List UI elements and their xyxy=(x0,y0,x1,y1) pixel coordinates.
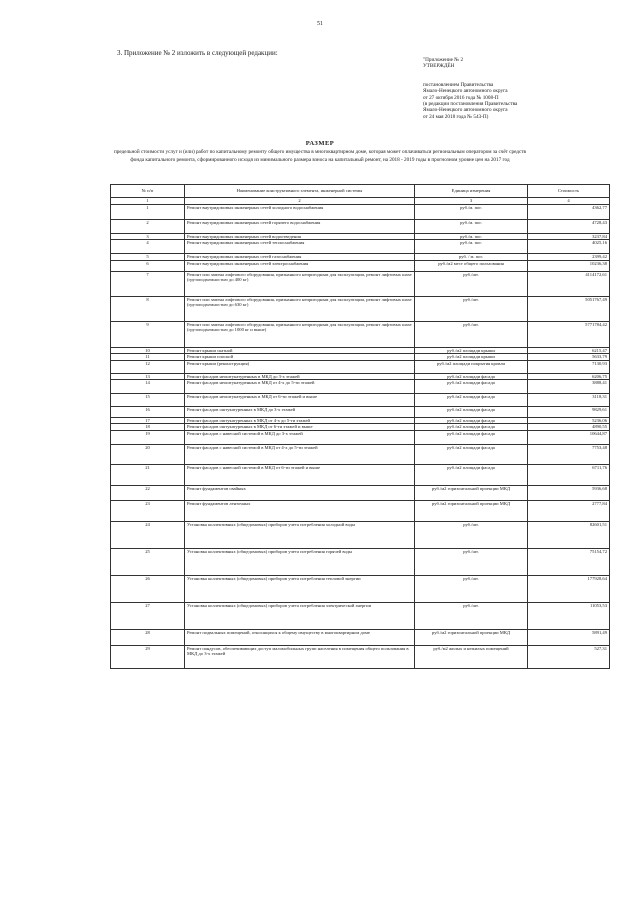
row-name: Ремонт крыши плоской xyxy=(185,354,415,360)
row-number: 24 xyxy=(111,521,185,548)
row-unit: руб./шт. xyxy=(415,521,528,548)
row-unit: руб./м2 площади фасада xyxy=(415,464,528,485)
row-name: Ремонт или замена лифтового оборудования, признанного непригодным для эксплуатации, ремонт лифтовых шахт (грузоподъемностью до 400 кг) xyxy=(185,271,415,296)
row-number: 4 xyxy=(111,240,185,254)
row-cost: 10644,87 xyxy=(528,430,610,444)
table-row xyxy=(111,394,610,407)
row-unit: руб./м2 мест общего пользования xyxy=(415,260,528,271)
row-name: Ремонт внутридомовых инженерных сетей горячего водоснабжения xyxy=(185,220,415,234)
row-cost: 5891,49 xyxy=(528,629,610,645)
approval-line: от 27 октября 2016 года № 1008-П xyxy=(423,94,499,101)
index-cell: 3 xyxy=(415,198,528,205)
row-number: 22 xyxy=(111,485,185,500)
row-name: Ремонт фундаментов свайных xyxy=(185,485,415,500)
row-unit: руб./м2 горизонтальной проекции МКД xyxy=(415,500,528,521)
row-number: 23 xyxy=(111,500,185,521)
table-row xyxy=(111,240,610,254)
row-cost: 6215,47 xyxy=(528,347,610,353)
row-cost: 10236,38 xyxy=(528,260,610,271)
row-cost: 7753,48 xyxy=(528,444,610,464)
table-row xyxy=(111,464,610,485)
document-subtitle: предельной стоимости услуг и (или) работ по капитальному ремонту общего имущества в многоквартирном доме, которая может оплачиваться региональным оператором за счёт средств фонда капитального ремонта, сформированного исходя из минимального размера взноса на капитальный ремонт, на 2018 - 2019 годы в прогнозном уровне цен на 2017 год xyxy=(114,149,526,163)
row-unit: руб./м2 площади крыши xyxy=(415,347,528,353)
row-unit: руб./м2 площади крыши xyxy=(415,354,528,360)
row-unit: руб./м2 площади фасада xyxy=(415,424,528,430)
blank-area xyxy=(0,770,640,905)
row-number: 7 xyxy=(111,271,185,296)
row-unit: руб./м2 жилых и нежилых помещений xyxy=(415,645,528,668)
table-row xyxy=(111,602,610,629)
row-name: Ремонт внутридомовых инженерных сетей холодного водоснабжения xyxy=(185,205,415,220)
row-unit: руб./м. пог. xyxy=(415,240,528,254)
row-number: 10 xyxy=(111,347,185,353)
row-unit: руб./шт. xyxy=(415,602,528,629)
approval-line: от 24 мая 2018 года № 543-П) xyxy=(423,113,489,120)
row-number: 11 xyxy=(111,354,185,360)
row-unit: руб. / м. пог. xyxy=(415,254,528,260)
row-name: Ремонт или замена лифтового оборудования, признанного непригодным для эксплуатации, ремонт лифтовых шахт (грузоподъемностью до 1000 кг и выше) xyxy=(185,321,415,347)
row-name: Ремонт или замена лифтового оборудования, признанного непригодным для эксплуатации, ремонт лифтовых шахт (грузоподъемностью до 630 кг) xyxy=(185,296,415,321)
row-cost: 6711,76 xyxy=(528,464,610,485)
header-unit: Единица измерения xyxy=(415,185,528,198)
row-cost: 4362,77 xyxy=(528,205,610,220)
row-unit: руб./шт. xyxy=(415,296,528,321)
row-cost: 177928,64 xyxy=(528,575,610,602)
table-row xyxy=(111,220,610,234)
row-cost: 11053,53 xyxy=(528,602,610,629)
row-name: Установка коллективных (общедомовых) приборов учета потребления холодной воды xyxy=(185,521,415,548)
row-cost: 5936,68 xyxy=(528,485,610,500)
row-number: 14 xyxy=(111,380,185,394)
row-cost: 5633,79 xyxy=(528,354,610,360)
index-cell: 2 xyxy=(185,198,415,205)
table-row xyxy=(111,444,610,464)
approval-line: (в редакции постановления Правительства xyxy=(423,101,518,108)
row-unit: руб./м. пог. xyxy=(415,220,528,234)
table-row xyxy=(111,205,610,220)
row-name: Ремонт крыши (реконструкция) xyxy=(185,360,415,373)
row-cost: 2399,42 xyxy=(528,254,610,260)
row-number: 21 xyxy=(111,464,185,485)
row-name: Ремонт фасадов с навесной системой в МКД от 4-х до 5-ти этажей xyxy=(185,444,415,464)
approval-block xyxy=(423,57,603,120)
row-unit: руб./шт. xyxy=(415,548,528,575)
table-row xyxy=(111,629,610,645)
row-name: Ремонт фасадов неоштукатуренных в МКД до 3-х этажей xyxy=(185,373,415,379)
row-name: Ремонт фасадов оштукатуренных в МКД от 4-х до 5-ти этажей xyxy=(185,418,415,424)
row-cost: 4728,43 xyxy=(528,220,610,234)
row-unit: руб./м2 горизонтальной проекции МКД xyxy=(415,629,528,645)
row-name: Установка коллективных (общедомовых) приборов учета потребления тепловой энергии xyxy=(185,575,415,602)
approval-line: Ямало-Ненецкого автономного округа xyxy=(423,88,508,95)
row-name: Ремонт внутридомовых инженерных сетей водоотведения xyxy=(185,234,415,240)
row-unit: руб./шт. xyxy=(415,271,528,296)
row-number: 5 xyxy=(111,254,185,260)
approval-line: "Приложение № 2 xyxy=(423,57,464,63)
index-cell: 1 xyxy=(111,198,185,205)
table-row xyxy=(111,407,610,418)
row-cost: 3118,31 xyxy=(528,394,610,407)
table-index-row xyxy=(111,198,610,205)
row-name: Ремонт фундаментов ленточных xyxy=(185,500,415,521)
row-number: 16 xyxy=(111,407,185,418)
row-name: Ремонт внутридомовых инженерных сетей электроснабжения xyxy=(185,260,415,271)
table-row xyxy=(111,548,610,575)
page-number: 51 xyxy=(317,21,323,27)
row-cost: 9829,61 xyxy=(528,407,610,418)
row-unit: руб./м2 площади покрытия кровли xyxy=(415,360,528,373)
row-cost: 82601,51 xyxy=(528,521,610,548)
row-name: Ремонт крыши скатной xyxy=(185,347,415,353)
row-number: 28 xyxy=(111,629,185,645)
table-header-row xyxy=(111,185,610,198)
row-cost: 4114172,61 xyxy=(528,271,610,296)
table-row xyxy=(111,485,610,500)
row-cost: 527,31 xyxy=(528,645,610,668)
row-cost: 5236,06 xyxy=(528,418,610,424)
row-cost: 2777,84 xyxy=(528,500,610,521)
row-number: 29 xyxy=(111,645,185,668)
row-number: 6 xyxy=(111,260,185,271)
row-number: 8 xyxy=(111,296,185,321)
row-cost: 4025,16 xyxy=(528,240,610,254)
row-cost: 7130,93 xyxy=(528,360,610,373)
table-row xyxy=(111,500,610,521)
row-name: Ремонт внутридомовых инженерных сетей газоснабжения xyxy=(185,254,415,260)
row-number: 15 xyxy=(111,394,185,407)
table-row xyxy=(111,575,610,602)
table-row xyxy=(111,321,610,347)
row-unit: руб./м. пог. xyxy=(415,234,528,240)
header-number: № п/п xyxy=(111,185,185,198)
row-name: Установка коллективных (общедомовых) приборов учета потребления горячей воды xyxy=(185,548,415,575)
row-number: 25 xyxy=(111,548,185,575)
row-name: Ремонт фасадов с навесной системой в МКД от 6-ти этажей и выше xyxy=(185,464,415,485)
row-number: 2 xyxy=(111,220,185,234)
approval-line: УТВЕРЖДЁН xyxy=(423,63,455,70)
approval-line: постановлением Правительства xyxy=(423,81,494,88)
row-number: 20 xyxy=(111,444,185,464)
row-number: 3 xyxy=(111,234,185,240)
row-number: 19 xyxy=(111,430,185,444)
table-row xyxy=(111,260,610,271)
row-unit: руб./м2 площади фасада xyxy=(415,380,528,394)
table-row xyxy=(111,380,610,394)
row-name: Ремонт фасадов неоштукатуренных в МКД от 6-ти этажей и выше xyxy=(185,394,415,407)
row-unit: руб./м2 площади фасада xyxy=(415,373,528,379)
table-row xyxy=(111,296,610,321)
row-cost: 75154,72 xyxy=(528,548,610,575)
row-unit: руб./м2 горизонтальной проекции МКД xyxy=(415,485,528,500)
row-name: Установка коллективных (общедомовых) приборов учета потребления электрической энергии xyxy=(185,602,415,629)
table-row xyxy=(111,521,610,548)
row-name: Ремонт фасадов оштукатуренных в МКД до 3-х этажей xyxy=(185,407,415,418)
table-row xyxy=(111,360,610,373)
row-cost: 5771784,42 xyxy=(528,321,610,347)
row-number: 13 xyxy=(111,373,185,379)
approval-line: Ямало-Ненецкого автономного округа xyxy=(423,107,508,114)
intro-text: 3. Приложение № 2 изложить в следующей редакции: xyxy=(117,49,278,57)
cost-table xyxy=(110,184,610,669)
row-name: Ремонт подвальных помещений, относящихся к общему имуществу в многоквартирном доме xyxy=(185,629,415,645)
header-cost: Стоимость xyxy=(528,185,610,198)
row-number: 12 xyxy=(111,360,185,373)
table-row xyxy=(111,645,610,668)
row-number: 9 xyxy=(111,321,185,347)
row-name: Ремонт фасадов оштукатуренных в МКД от 6-ти этажей и выше xyxy=(185,424,415,430)
row-cost: 3888,41 xyxy=(528,380,610,394)
row-unit: руб./м2 площади фасада xyxy=(415,407,528,418)
row-number: 1 xyxy=(111,205,185,220)
row-name: Ремонт внутридомовых инженерных сетей теплоснабжения xyxy=(185,240,415,254)
row-number: 17 xyxy=(111,418,185,424)
row-number: 27 xyxy=(111,602,185,629)
header-name: Наименование конструктивного элемента, инженерной системы xyxy=(185,185,415,198)
row-cost: 6206,75 xyxy=(528,373,610,379)
row-unit: руб./шт. xyxy=(415,575,528,602)
index-cell: 4 xyxy=(528,198,610,205)
row-unit: руб./м2 площади фасада xyxy=(415,418,528,424)
row-number: 18 xyxy=(111,424,185,430)
table-row xyxy=(111,430,610,444)
row-name: Ремонт пандусов, обеспечивающих доступ маломобильных групп населения в помещения общего пользования в МКД до 3-х этажей xyxy=(185,645,415,668)
document-title: РАЗМЕР xyxy=(305,140,335,147)
row-unit: руб./м2 площади фасада xyxy=(415,430,528,444)
row-cost: 3237,84 xyxy=(528,234,610,240)
row-cost: 4890,55 xyxy=(528,424,610,430)
row-unit: руб./м2 площади фасада xyxy=(415,444,528,464)
row-unit: руб./м. пог. xyxy=(415,205,528,220)
row-number: 26 xyxy=(111,575,185,602)
row-name: Ремонт фасадов с навесной системой в МКД до 3-х этажей xyxy=(185,430,415,444)
row-name: Ремонт фасадов неоштукатуренных в МКД от 4-х до 5-ти этажей xyxy=(185,380,415,394)
row-cost: 5051767,49 xyxy=(528,296,610,321)
table-row xyxy=(111,271,610,296)
row-unit: руб./шт. xyxy=(415,321,528,347)
row-unit: руб./м2 площади фасада xyxy=(415,394,528,407)
